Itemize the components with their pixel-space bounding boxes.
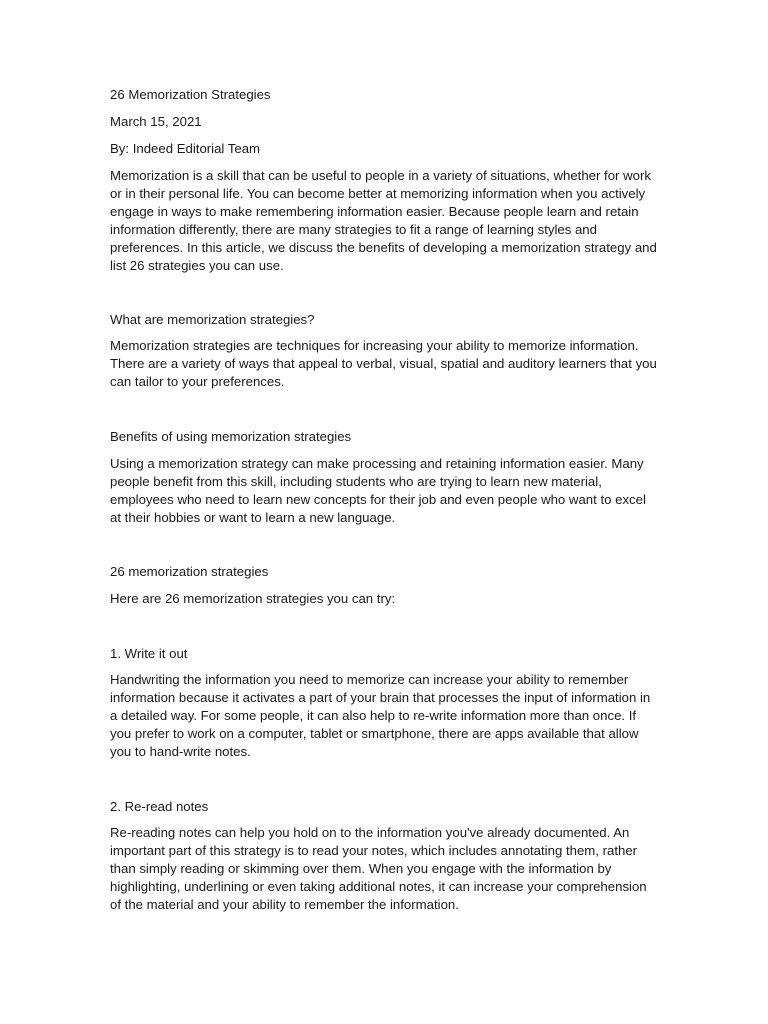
intro-paragraph: Memorization is a skill that can be useful to people in a variety of situations, whether for work or in their personal life. You can become better at memorizing information when you actively engage in ways to make remembering information easier. Because people learn and retain information differently, there are many strategies to fit a range of learning styles and preferences. In this article, we discuss the benefits of developing a memorization strategy and list 26 strategies you can use. <box>110 168 657 273</box>
section-paragraph: Memorization strategies are techniques for increasing your ability to memorize information. There are a variety of ways that appeal to verbal, visual, spatial and auditory learners that you can tailor to your preferences. <box>110 338 657 389</box>
document-byline: By: Indeed Editorial Team <box>110 141 261 156</box>
document-date: March 15, 2021 <box>110 114 202 129</box>
section-paragraph: Handwriting the information you need to memorize can increase your ability to remember information because it activates a part of your brain that processes the input of information in a detailed way. For some people, it can also help to re-write information more than once. If you prefer to work on a computer, tablet or smartphone, there are apps available that allow you to hand-write notes. <box>110 672 651 759</box>
section-heading: 1. Write it out <box>110 646 188 661</box>
section-paragraph: Re-reading notes can help you hold on to the information you've already documented. An important part of this strategy is to read your notes, which includes annotating them, rather than simply reading or skimming over them. When you engage with the information by highlighting, underlining or even taking additional notes, it can increase your comprehension of the material and your ability to remember the information. <box>110 825 647 912</box>
section-paragraph: Using a memorization strategy can make processing and retaining information easier. Many people benefit from this skill, including students who are trying to learn new material, employees who need to learn new concepts for their job and even people who want to excel at their hobbies or want to learn a new language. <box>110 456 646 525</box>
document-title: 26 Memorization Strategies <box>110 87 271 102</box>
section-heading: Benefits of using memorization strategies <box>110 429 352 444</box>
section-heading: What are memorization strategies? <box>110 312 315 327</box>
section-heading: 2. Re-read notes <box>110 799 209 814</box>
section-heading: 26 memorization strategies <box>110 564 269 579</box>
section-paragraph: Here are 26 memorization strategies you can try: <box>110 591 396 606</box>
